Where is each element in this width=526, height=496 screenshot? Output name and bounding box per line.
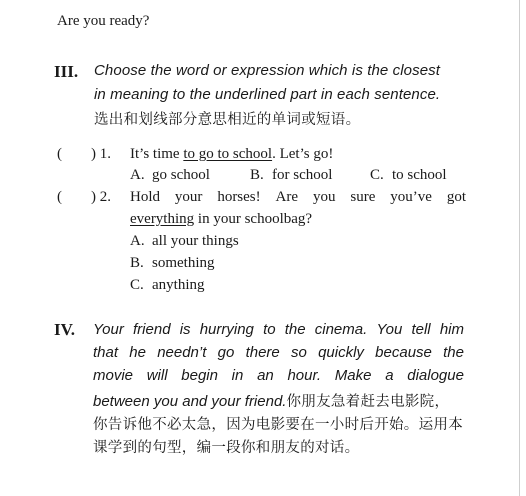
section-4-word: to bbox=[263, 321, 276, 338]
section-4-word: in bbox=[231, 367, 244, 384]
section-4-word: Your bbox=[93, 321, 124, 338]
section-4-line-4 bbox=[93, 390, 449, 411]
section-3-numeral: III. bbox=[54, 62, 79, 81]
section-4-word: an bbox=[257, 367, 274, 384]
q1-stem-pre: It’s time bbox=[130, 146, 184, 162]
section-4-word: he bbox=[129, 344, 146, 361]
q2-word: you bbox=[312, 189, 336, 205]
q1-option-c-letter: C. bbox=[370, 167, 384, 183]
q2-option-a bbox=[130, 233, 239, 250]
q2-option-b-letter: B. bbox=[130, 255, 144, 271]
q1-option-c bbox=[370, 167, 447, 184]
section-4-word: hurrying bbox=[199, 321, 254, 338]
section-4-word: that bbox=[93, 344, 119, 361]
section-4-line-4-chinese: 你朋友急着赶去电影院， bbox=[286, 394, 450, 410]
q2-stem-line-1 bbox=[130, 189, 466, 206]
section-4-word: movie bbox=[93, 367, 134, 384]
q1-option-b-text: for school bbox=[272, 167, 333, 183]
section-4-word: cinema. bbox=[314, 321, 368, 338]
q2-underlined-word: everything bbox=[130, 211, 195, 227]
section-4-word: will bbox=[146, 367, 168, 384]
q2-number: ) 2. bbox=[91, 189, 111, 205]
section-4-line-6-chinese: 课学到的句型，编一段你和朋友的对话。 bbox=[93, 440, 360, 456]
q2-option-a-text: all your things bbox=[152, 233, 239, 249]
q2-word: Are bbox=[275, 189, 299, 205]
section-4-word: because bbox=[375, 344, 432, 361]
q1-option-a-text: go school bbox=[152, 167, 210, 183]
q2-word: Hold bbox=[130, 189, 160, 205]
section-4-word: is bbox=[179, 321, 191, 338]
section-3-instruction-chinese: 选出和划线部分意思相近的单词或短语。 bbox=[94, 112, 361, 128]
section-4-word: Make bbox=[334, 367, 372, 384]
section-4-line-4-english: between you and your friend. bbox=[93, 393, 287, 410]
q2-word: your bbox=[174, 189, 203, 205]
section-3-instruction-line-2: in meaning to the underlined part in each sentence. bbox=[94, 86, 441, 103]
q2-word: you’ve bbox=[390, 189, 432, 205]
q1-option-a-letter: A. bbox=[130, 167, 145, 183]
section-4-numeral: IV. bbox=[54, 320, 75, 339]
q1-option-b bbox=[250, 167, 332, 184]
q1-answer-paren-open: ( bbox=[57, 146, 62, 162]
q2-word: horses! bbox=[217, 189, 261, 205]
section-4-word: quickly bbox=[318, 344, 364, 361]
section-4-word: You bbox=[376, 321, 403, 338]
section-4-word: so bbox=[291, 344, 307, 361]
q1-number: ) 1. bbox=[91, 146, 111, 162]
q2-option-b bbox=[130, 255, 215, 272]
q2-option-a-letter: A. bbox=[130, 233, 145, 249]
section-4-word: the bbox=[284, 321, 306, 338]
section-3-instruction-line-1: Choose the word or expression which is the closest bbox=[94, 62, 441, 79]
page-edge-line bbox=[519, 0, 520, 496]
section-4-word: there bbox=[245, 344, 280, 361]
q2-word: sure bbox=[350, 189, 376, 205]
q2-option-c-text: anything bbox=[152, 277, 205, 293]
section-4-word: him bbox=[439, 321, 464, 338]
section-4-word: tell bbox=[411, 321, 431, 338]
q2-option-c-letter: C. bbox=[130, 277, 144, 293]
section-4-word: hour. bbox=[287, 367, 322, 384]
q1-stem-post: . Let’s go! bbox=[272, 146, 334, 162]
section-4-line-2 bbox=[93, 344, 464, 361]
q2-word: got bbox=[446, 189, 466, 205]
q2-stem-post: in your schoolbag? bbox=[194, 211, 313, 227]
q1-option-b-letter: B. bbox=[250, 167, 264, 183]
intro-text: Are you ready? bbox=[57, 13, 150, 29]
q2-answer-paren-open: ( bbox=[57, 189, 62, 205]
section-4-word: needn’t bbox=[157, 344, 207, 361]
section-4-word: the bbox=[443, 344, 464, 361]
q1-underlined-phrase: to go to school bbox=[183, 146, 273, 162]
section-4-word: a bbox=[385, 367, 394, 384]
section-4-word: begin bbox=[181, 367, 218, 384]
q2-option-b-text: something bbox=[152, 255, 215, 271]
section-4-word: friend bbox=[133, 321, 171, 338]
q1-option-c-text: to school bbox=[392, 167, 447, 183]
section-4-line-1 bbox=[93, 321, 464, 338]
section-4-word: go bbox=[217, 344, 235, 361]
section-4-line-3 bbox=[93, 367, 464, 384]
q2-option-c bbox=[130, 277, 205, 294]
q1-stem bbox=[130, 146, 333, 163]
section-4-word: dialogue bbox=[407, 367, 464, 384]
section-4-line-5-chinese: 你告诉他不必太急，因为电影要在一小时后开始。运用本 bbox=[93, 417, 463, 433]
q1-option-a bbox=[130, 167, 210, 184]
q2-stem-line-2 bbox=[130, 211, 312, 228]
